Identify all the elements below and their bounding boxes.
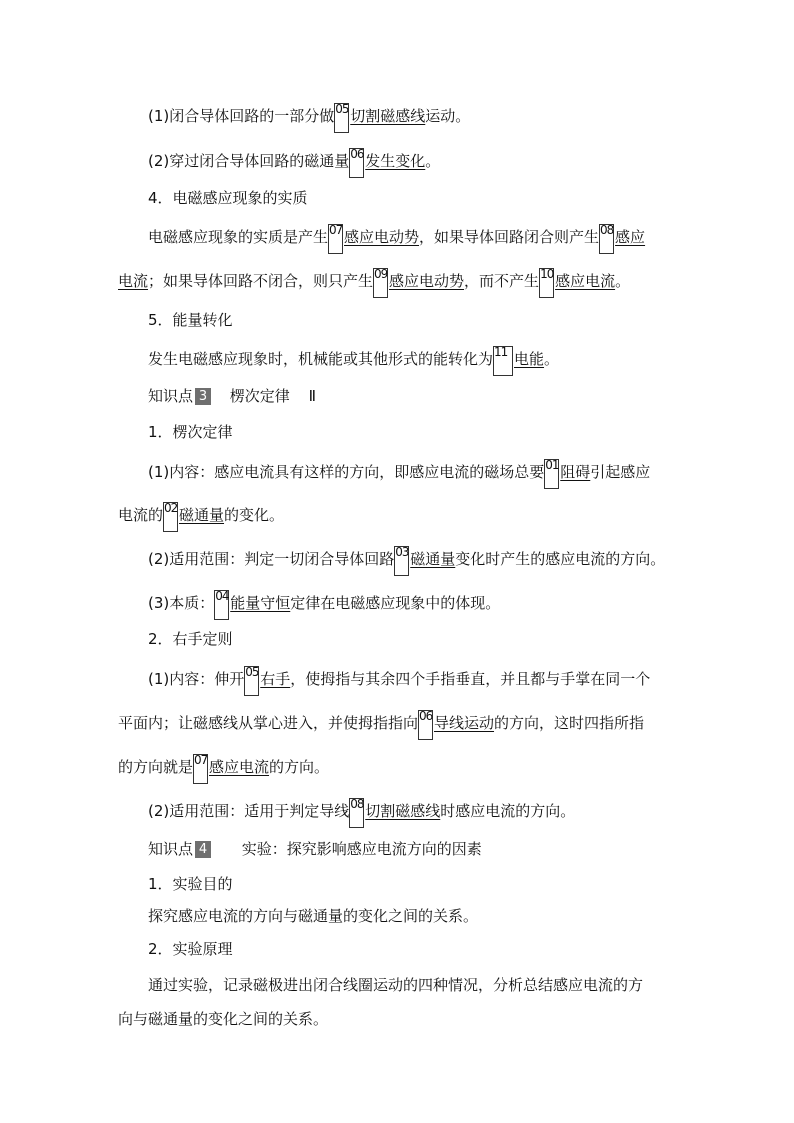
answer-text: 能量守恒 [230,594,291,612]
paragraph-rhr-scope [148,798,575,828]
blank-number: 10 [540,267,554,281]
heading-energy: 5．能量转化 [148,311,233,329]
text: 的方向。 [269,758,330,776]
blank-number: 04 [215,589,229,603]
text: (2)穿过闭合导体回路的磁通量 [148,152,350,170]
answer-blank[interactable] [493,346,513,376]
answer-blank[interactable] [418,710,433,740]
text: 发生电磁感应现象时，机械能或其他形式的能转化为 [148,350,494,368]
paragraph-experiment-principle-1: 通过实验，记录磁极进出闭合线圈运动的四种情况，分析总结感应电流的方 [148,976,644,994]
text: 变化时产生的感应电流的方向。 [455,550,666,568]
text: (1)闭合导体回路的一部分做 [148,107,335,125]
answer-text: 感应电动势 [344,228,420,246]
blank-number: 08 [350,797,364,811]
answer-blank[interactable] [214,590,229,620]
blank-number: 11 [494,345,508,359]
paragraph-experiment-purpose: 探究感应电流的方向与磁通量的变化之间的关系。 [148,907,479,925]
kp-label: 知识点 [148,840,194,858]
paragraph-essence-1 [148,224,645,254]
text: 平面内；让磁感线从掌心进入，并使拇指指向 [118,714,419,732]
answer-blank[interactable] [334,103,349,133]
answer-blank[interactable] [244,666,259,696]
text: 电流的 [118,506,164,524]
answer-blank[interactable] [163,502,178,532]
heading-lenz: 1．楞次定律 [148,423,233,441]
blank-number: 03 [395,545,409,559]
answer-text: 感应电流 [209,758,270,776]
text: 。 [425,152,441,170]
kp-title: 楞次定律 [229,387,290,405]
answer-text: 发生变化 [365,152,426,170]
paragraph-rhr-content-1 [148,666,650,696]
text: ，如果导体回路闭合则产生 [419,228,600,246]
paragraph-experiment-principle-2: 向与磁通量的变化之间的关系。 [118,1010,329,1028]
blank-number: 07 [194,753,208,767]
blank-number: 07 [329,223,343,237]
text: 的方向就是 [118,758,194,776]
answer-blank[interactable] [349,148,364,178]
answer-text: 电流 [118,272,149,290]
paragraph-lenz-content-1 [148,459,650,489]
answer-blank[interactable] [373,268,388,298]
answer-text: 切割磁感线 [350,107,426,125]
answer-text: 磁通量 [410,550,456,568]
blank-number: 05 [245,665,259,679]
text: 的变化。 [224,506,285,524]
text: 运动。 [425,107,471,125]
blank-number: 09 [374,267,388,281]
text: ；如果导体回路不闭合，则只产生 [148,272,374,290]
answer-blank[interactable] [193,754,208,784]
text: (2)适用范围：判定一切闭合导体回路 [148,550,395,568]
text: 电磁感应现象的实质是产生 [148,228,329,246]
text: (1)内容：伸开 [148,670,245,688]
text: 的方向，这时四指所指 [494,714,645,732]
answer-text: 右手 [260,670,291,688]
blank-number: 02 [164,501,178,515]
knowledge-point-3 [148,385,316,407]
answer-blank[interactable] [394,546,409,576]
text: 引起感应 [590,463,651,481]
text: (3)本质： [148,594,215,612]
text: 。 [615,272,631,290]
paragraph-condition-1 [148,103,470,133]
text: 。 [544,350,560,368]
heading-experiment-principle: 2．实验原理 [148,940,233,958]
answer-blank[interactable] [599,224,614,254]
paragraph-lenz-essence [148,590,500,620]
heading-experiment-purpose: 1．实验目的 [148,875,233,893]
answer-text: 导线运动 [434,714,495,732]
kp-label: 知识点 [148,387,194,405]
blank-number: 05 [335,102,349,116]
paragraph-rhr-content-2 [118,710,644,740]
blank-number: 06 [350,147,364,161]
kp-title: 实验：探究影响感应电流方向的因素 [241,840,482,858]
knowledge-point-4 [148,838,482,860]
heading-right-hand-rule: 2．右手定则 [148,630,233,648]
kp-number-badge: 4 [195,841,211,858]
answer-blank[interactable] [544,459,559,489]
text: ，而不产生 [464,272,540,290]
answer-text: 电能 [514,350,545,368]
answer-text: 感应电动势 [389,272,465,290]
text: 时感应电流的方向。 [440,802,576,820]
blank-number: 08 [600,223,614,237]
text: (2)适用范围：适用于判定导线 [148,802,350,820]
text: ，使拇指与其余四个手指垂直，并且都与手掌在同一个 [290,670,651,688]
answer-text: 感应 [615,228,646,246]
blank-number: 06 [419,709,433,723]
answer-text: 阻碍 [560,463,591,481]
text: (1)内容：感应电流具有这样的方向，即感应电流的磁场总要 [148,463,545,481]
answer-text: 切割磁感线 [365,802,441,820]
heading-essence: 4．电磁感应现象的实质 [148,189,308,207]
answer-blank[interactable] [539,268,554,298]
paragraph-energy [148,346,559,376]
answer-blank[interactable] [328,224,343,254]
text: 定律在电磁感应现象中的体现。 [290,594,501,612]
kp-level: Ⅱ [308,387,316,405]
paragraph-essence-2 [118,268,630,298]
kp-number-badge: 3 [195,388,211,405]
paragraph-condition-2 [148,148,440,178]
answer-text: 感应电流 [555,272,616,290]
paragraph-lenz-content-2 [118,502,284,532]
answer-text: 磁通量 [179,506,225,524]
blank-number: 01 [545,458,559,472]
paragraph-rhr-content-3 [118,754,329,784]
answer-blank[interactable] [349,798,364,828]
paragraph-lenz-scope [148,546,665,576]
